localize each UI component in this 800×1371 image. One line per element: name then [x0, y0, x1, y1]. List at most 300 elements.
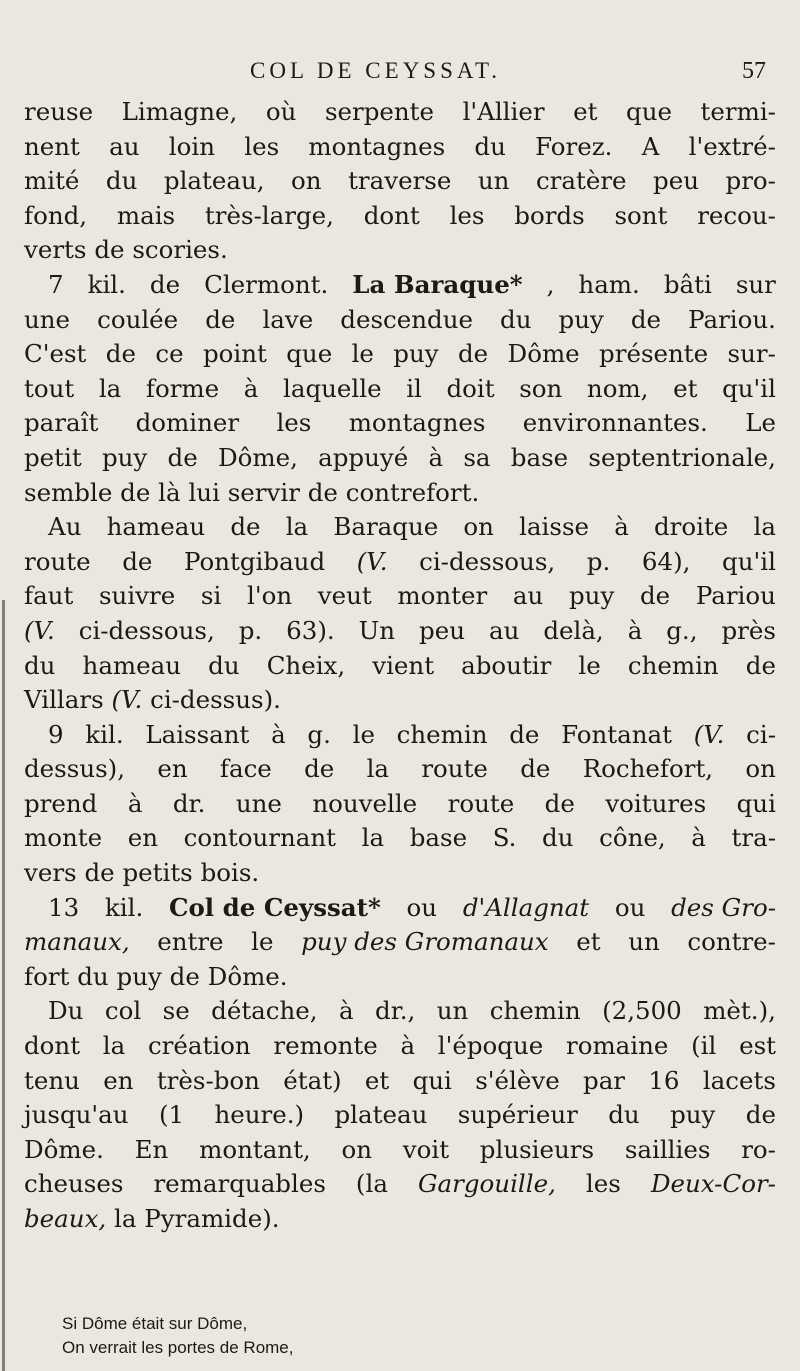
word: Rochefort, — [582, 754, 714, 784]
word: septentrionale, — [588, 442, 776, 472]
word: à — [243, 373, 259, 403]
word: on — [341, 1134, 373, 1164]
binding-edge-shadow — [2, 600, 5, 1371]
word: (la — [355, 1169, 388, 1199]
text-line — [24, 372, 776, 407]
word: puy — [101, 442, 148, 472]
word: Pariou — [695, 581, 776, 611]
word: dominer — [135, 408, 240, 438]
word: ci- — [746, 719, 776, 749]
word: hameau — [82, 650, 182, 680]
word: dr., — [375, 996, 416, 1026]
word: de — [94, 235, 125, 265]
word: ham. — [578, 269, 640, 299]
word: de — [149, 269, 181, 299]
word: S. — [492, 823, 517, 853]
text-line — [24, 925, 776, 960]
word: contournant — [183, 823, 336, 853]
word: droite — [653, 512, 729, 542]
word: du — [77, 961, 109, 991]
word: puy — [670, 1100, 716, 1130]
word: un — [628, 927, 660, 957]
page-number: 57 — [742, 58, 766, 84]
text-line — [24, 579, 776, 614]
word: une — [235, 788, 282, 818]
word: de — [745, 650, 776, 680]
word: heure.) — [214, 1100, 305, 1130]
word: Laissant — [145, 719, 250, 749]
word: un — [436, 996, 469, 1026]
word: son — [519, 373, 563, 403]
word: le — [351, 339, 374, 369]
word: et — [364, 1065, 390, 1095]
verse-line: On verrait les portes de Rome, — [62, 1338, 294, 1357]
text-line — [24, 960, 776, 995]
text-line — [24, 649, 776, 684]
text-line — [24, 1064, 776, 1099]
word: Cheix, — [266, 650, 346, 680]
word: 13 — [48, 892, 80, 922]
word: verts — [24, 235, 87, 265]
text-line — [24, 337, 776, 372]
word: (2,500 — [602, 996, 682, 1026]
word: en — [127, 823, 159, 853]
word: qu'il — [722, 546, 776, 576]
word: (il — [691, 1031, 717, 1061]
word: lui — [188, 477, 220, 507]
word: base — [510, 442, 569, 472]
word: voitures — [605, 788, 707, 818]
text-line — [24, 1098, 776, 1133]
word: l'on — [247, 581, 293, 611]
text-line — [24, 303, 776, 338]
word: mité — [24, 166, 80, 196]
word: puy — [116, 961, 162, 991]
word: très-bon — [156, 1065, 260, 1095]
word: qui — [412, 1065, 452, 1095]
word: 63). — [286, 615, 335, 645]
word: de — [544, 788, 575, 818]
word: paraît — [24, 408, 99, 438]
word: serpente — [324, 97, 435, 126]
word: que — [286, 339, 333, 369]
word: reuse — [24, 97, 94, 126]
word: environnantes. — [522, 408, 708, 438]
word: beaux, — [24, 1204, 107, 1233]
text-line — [24, 1133, 776, 1168]
text-line — [24, 268, 776, 303]
word: petits — [122, 858, 193, 888]
word: saillies — [624, 1134, 711, 1164]
word: romaine — [565, 1031, 669, 1061]
text-line — [24, 683, 776, 718]
word: où — [265, 97, 297, 126]
word: forme — [145, 373, 220, 403]
word: aboutir — [461, 650, 552, 680]
word: l'Allier — [462, 97, 545, 126]
word: sont — [614, 200, 668, 230]
word: dessus), — [24, 754, 126, 784]
word: du — [208, 650, 240, 680]
word: du — [542, 823, 574, 853]
word: Gargouille, — [417, 1169, 556, 1199]
word: Villars — [24, 685, 104, 715]
word: montagnes — [348, 408, 486, 438]
word: Dôme, — [217, 442, 298, 472]
word: plateau — [334, 1100, 428, 1130]
text-line — [24, 233, 776, 268]
word: nent — [24, 131, 80, 161]
word: plateau, — [163, 166, 265, 196]
word: lave — [262, 304, 314, 334]
text-line — [24, 406, 776, 441]
word: la — [753, 512, 776, 542]
word: dr. — [172, 788, 206, 818]
word: vient — [372, 650, 435, 680]
word: , — [546, 269, 555, 299]
word: la — [98, 373, 122, 403]
word: remonte — [273, 1031, 378, 1061]
word: (V. — [356, 546, 388, 576]
word: s'élève — [475, 1065, 560, 1095]
word: cône, — [599, 823, 666, 853]
word: et — [573, 97, 598, 126]
word: on — [291, 166, 322, 196]
word: mèt.), — [703, 996, 776, 1026]
word: Pontgibaud — [184, 546, 326, 576]
word: à — [428, 442, 444, 472]
word: détache, — [211, 996, 318, 1026]
word: au — [109, 131, 140, 161]
text-line — [24, 752, 776, 787]
word: (V. — [693, 719, 725, 749]
verse-line: Si Dôme était sur Dôme, — [62, 1314, 248, 1333]
word: il — [406, 373, 422, 403]
word: la — [285, 512, 309, 542]
word: kil. — [85, 719, 124, 749]
running-head — [0, 58, 800, 88]
word: p. — [238, 615, 263, 645]
word: une — [24, 304, 71, 334]
word: tenu — [24, 1065, 80, 1095]
word: près — [721, 615, 776, 645]
word: puy — [568, 581, 615, 611]
word: vers — [24, 858, 77, 888]
word: ou — [406, 892, 438, 922]
word: ro- — [741, 1134, 776, 1164]
word: la — [114, 1204, 137, 1233]
word: création — [147, 1031, 251, 1061]
text-line — [24, 476, 776, 511]
word: Dôme — [507, 339, 580, 369]
word: les — [585, 1169, 621, 1199]
word: appuyé — [318, 442, 409, 472]
word: sur — [735, 269, 776, 299]
word: kil. — [87, 269, 126, 299]
word: à — [400, 1031, 416, 1061]
word: l'extré- — [688, 131, 776, 161]
word: la — [361, 823, 385, 853]
word: ci-dessous, — [419, 546, 556, 576]
word: A — [641, 131, 660, 161]
word: remarquables — [153, 1169, 326, 1199]
word: chemin — [627, 650, 719, 680]
word: nom, — [586, 373, 649, 403]
word: lacets — [702, 1065, 776, 1095]
word: par — [583, 1065, 626, 1095]
word: petit — [24, 442, 82, 472]
word: Deux-Cor- — [650, 1169, 776, 1199]
word: 16 — [648, 1065, 680, 1095]
word: le — [251, 927, 274, 957]
body-text — [24, 95, 776, 1237]
word: la — [366, 754, 390, 784]
word: (V. — [111, 685, 143, 715]
word: les — [276, 408, 312, 438]
word: de — [304, 754, 335, 784]
word: au — [488, 615, 520, 645]
running-head-title: COL DE CEYSSAT. — [250, 58, 502, 83]
word: Dôme. — [207, 961, 288, 991]
word: monte — [24, 823, 103, 853]
word: de — [307, 477, 338, 507]
word: face — [219, 754, 272, 784]
word: servir — [227, 477, 300, 507]
word: manaux, — [24, 927, 130, 957]
word: suivre — [98, 581, 176, 611]
word: traverse — [348, 166, 452, 196]
text-line — [24, 199, 776, 234]
word: puy des Gromanaux — [301, 927, 549, 957]
word: En — [134, 1134, 169, 1164]
word: coulée — [97, 304, 179, 334]
word: l'époque — [437, 1031, 544, 1061]
word: qui — [736, 788, 776, 818]
word: le — [578, 650, 601, 680]
text-line — [24, 164, 776, 199]
word: on — [463, 512, 494, 542]
word: route — [24, 546, 91, 576]
word: tra- — [731, 823, 776, 853]
word: peu — [653, 166, 700, 196]
word: ce — [155, 339, 184, 369]
word: 7 — [48, 269, 64, 299]
word: chemin — [489, 996, 581, 1026]
word: plusieurs — [479, 1134, 595, 1164]
word: de — [169, 961, 200, 991]
word: Pariou. — [688, 304, 776, 334]
word: Du — [48, 996, 84, 1026]
word: kil. — [104, 892, 144, 922]
word: on — [745, 754, 776, 784]
word: voit — [402, 1134, 450, 1164]
word: bâti — [663, 269, 712, 299]
word: C'est — [24, 339, 87, 369]
text-line — [24, 1202, 776, 1237]
word: veut — [317, 581, 372, 611]
word: fond, — [24, 200, 88, 230]
word: ou — [614, 892, 646, 922]
word: du — [105, 166, 138, 196]
word: hameau — [106, 512, 206, 542]
word: les — [449, 200, 485, 230]
word: un — [477, 166, 510, 196]
word: Limagne, — [121, 97, 238, 126]
word: cratère — [535, 166, 627, 196]
word: du — [24, 650, 56, 680]
word: est — [739, 1031, 776, 1061]
word: cheuses — [24, 1169, 124, 1199]
text-line — [24, 441, 776, 476]
word: des Gro- — [671, 892, 776, 922]
word: chemin — [396, 719, 488, 749]
word: et — [576, 927, 601, 957]
text-line — [24, 130, 776, 165]
word: supérieur — [457, 1100, 578, 1130]
word: à — [691, 823, 706, 853]
text-line — [24, 856, 776, 891]
word: de — [520, 754, 551, 784]
word: ci-dessous, — [78, 615, 215, 645]
word: sur- — [727, 339, 776, 369]
word: là — [158, 477, 181, 507]
word: laisse — [519, 512, 590, 542]
word: base — [409, 823, 468, 853]
word: nouvelle — [312, 788, 418, 818]
word: de — [205, 304, 236, 334]
word: Le — [745, 408, 776, 438]
word: entre — [157, 927, 224, 957]
word: pro- — [725, 166, 776, 196]
word: p. — [586, 546, 611, 576]
word: de — [120, 477, 151, 507]
text-line — [24, 1167, 776, 1202]
word: monter — [397, 581, 488, 611]
word: route — [447, 788, 515, 818]
word: et — [673, 373, 698, 403]
text-line — [24, 545, 776, 580]
word: à — [627, 615, 643, 645]
word: 64), — [641, 546, 691, 576]
word: Au — [48, 512, 82, 542]
word: du — [474, 131, 506, 161]
word: si — [200, 581, 222, 611]
word: très-large, — [204, 200, 334, 230]
word: semble — [24, 477, 113, 507]
word: de — [639, 581, 671, 611]
word: Forez. — [535, 131, 613, 161]
word: Baraque — [333, 512, 439, 542]
word: (V. — [24, 615, 55, 645]
word: en — [103, 1065, 134, 1095]
word: Clermont. — [204, 269, 329, 299]
word: que — [626, 97, 672, 126]
word: puy — [558, 304, 604, 334]
word: bords — [514, 200, 585, 230]
verse-quote — [62, 1312, 293, 1360]
word: de — [745, 1100, 776, 1130]
word: ci-dessus). — [150, 685, 281, 715]
word: delà, — [543, 615, 604, 645]
word: le — [352, 719, 375, 749]
word: de — [630, 304, 662, 334]
word: 9 — [48, 719, 64, 749]
word: à — [127, 788, 143, 818]
text-line — [24, 718, 776, 753]
word: de — [105, 339, 136, 369]
word: g. — [307, 719, 331, 749]
word: mais — [116, 200, 176, 230]
word: contre- — [687, 927, 776, 957]
word: se — [162, 996, 190, 1026]
word: Pyramide). — [144, 1204, 280, 1233]
word: (1 — [158, 1100, 185, 1130]
word: état) — [283, 1065, 342, 1095]
word: prend — [24, 788, 98, 818]
word: de — [84, 858, 115, 888]
word: présente — [599, 339, 709, 369]
word: les — [244, 131, 280, 161]
word: à — [614, 512, 629, 542]
text-line — [24, 614, 776, 649]
word: doit — [446, 373, 495, 403]
word: tout — [24, 373, 75, 403]
word: sa — [463, 442, 491, 472]
text-line — [24, 1029, 776, 1064]
word: loin — [168, 131, 215, 161]
word: route — [421, 754, 488, 784]
word: Un — [358, 615, 396, 645]
word: bois. — [200, 858, 260, 888]
word: de — [167, 442, 198, 472]
word: à — [271, 719, 286, 749]
text-line — [24, 994, 776, 1029]
word: dont — [363, 200, 420, 230]
word: à — [339, 996, 354, 1026]
text-line — [24, 821, 776, 856]
word: g., — [666, 615, 698, 645]
word: en — [157, 754, 188, 784]
word: scories. — [132, 235, 228, 265]
word: Col de Ceyssat* — [168, 892, 381, 922]
word: qu'il — [722, 373, 776, 403]
word: montant, — [199, 1134, 311, 1164]
word: du — [608, 1100, 640, 1130]
word: montagnes — [308, 131, 446, 161]
word: termi- — [700, 97, 776, 126]
word: du — [500, 304, 532, 334]
word: fort — [24, 961, 70, 991]
word: Fontanat — [561, 719, 672, 749]
word: de — [457, 339, 489, 369]
word: descendue — [340, 304, 473, 334]
text-line — [24, 510, 776, 545]
word: point — [202, 339, 267, 369]
word: La Baraque* — [352, 269, 523, 299]
word: contrefort. — [345, 477, 480, 507]
word: peu — [419, 615, 466, 645]
word: de — [122, 546, 153, 576]
word: laquelle — [283, 373, 382, 403]
word: recou- — [697, 200, 776, 230]
word: d'Allagnat — [462, 892, 590, 922]
word: faut — [24, 581, 74, 611]
word: de — [230, 512, 261, 542]
text-line — [24, 891, 776, 926]
word: col — [104, 996, 142, 1026]
word: Dôme. — [24, 1134, 104, 1164]
word: de — [509, 719, 540, 749]
